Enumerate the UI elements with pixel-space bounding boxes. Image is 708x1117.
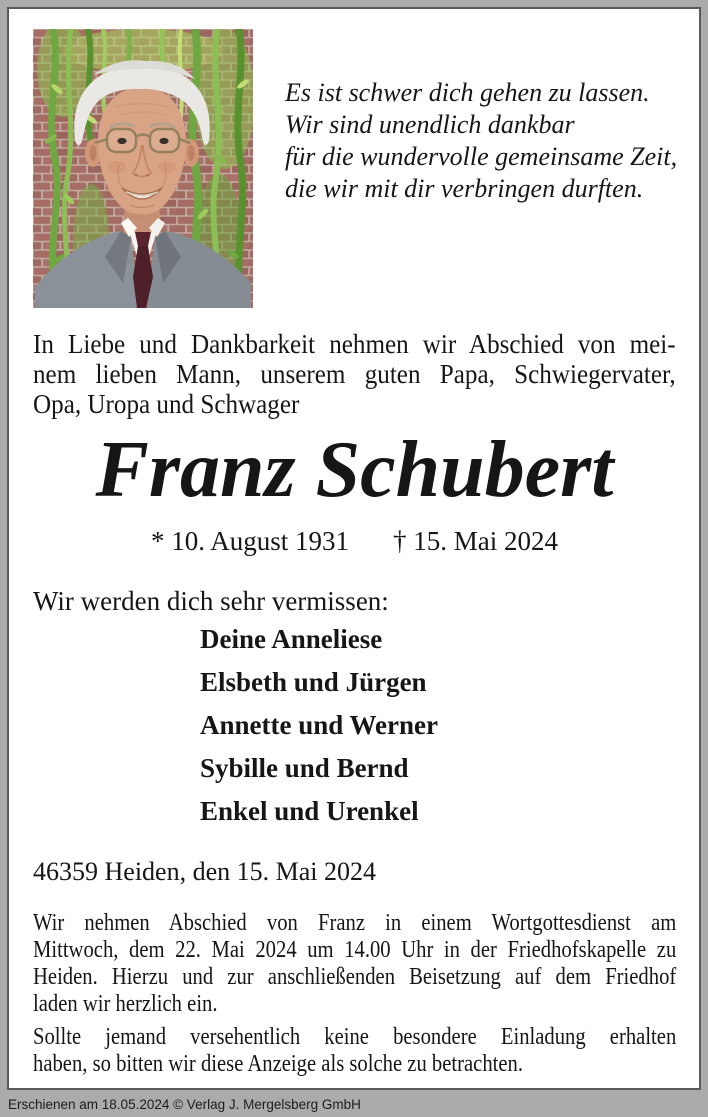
intro-line: nem lieben Mann, unserem guten Papa, Schwiegervater, [33,359,676,389]
mourner-name: Annette und Werner [200,710,439,740]
place-date-line: 46359 Heiden, den 15. Mai 2024 [33,857,377,886]
notice-line: Sollte jemand versehentlich keine besondere Einladung erhalten [33,1024,677,1050]
portrait-photo [33,29,253,308]
poem-line: Es ist schwer dich gehen zu lassen. [285,78,650,107]
birth-date: * 10. August 1931 [150,526,350,556]
obituary-card [7,7,701,1090]
memorial-poem [285,77,677,205]
poem-line: für die wundervolle gemeinsame Zeit, [285,142,678,171]
poem-line: Wir sind unendlich dankbar [285,110,575,139]
mourner-name: Elsbeth und Jürgen [200,667,427,697]
death-date: † 15. Mai 2024 [393,526,559,556]
intro-line: In Liebe und Dankbarkeit nehmen wir Abschied von mei- [33,329,676,359]
intro-line: Opa, Uropa und Schwager [33,389,300,419]
notice-paragraph [33,1024,676,1078]
intro-paragraph [33,329,676,419]
mourner-name: Enkel und Urenkel [200,796,419,826]
service-paragraph [33,910,676,1018]
life-dates [33,525,676,557]
mourner-name: Sybille und Bernd [200,753,409,783]
service-line: laden wir herzlich ein. [33,991,218,1017]
mourner-name: Deine Anneliese [200,624,383,654]
poem-line: die wir mit dir verbringen durften. [285,174,644,203]
farewell-line: Wir werden dich sehr vermissen: [33,586,389,616]
service-line: Mittwoch, dem 22. Mai 2024 um 14.00 Uhr in der Friedhofskapelle zu [33,937,677,963]
publisher-footer: Erschienen am 18.05.2024 © Verlag J. Mergelsberg GmbH [8,1097,361,1112]
service-line: Wir nehmen Abschied von Franz in einem Wortgottesdienst am [33,910,677,936]
deceased-name: Franz Schubert [95,426,614,514]
mourners-list [200,618,438,833]
service-line: Heiden. Hierzu und zur anschließenden Beisetzung auf dem Friedhof [33,964,677,990]
notice-line: haben, so bitten wir diese Anzeige als solche zu betrachten. [33,1051,524,1077]
